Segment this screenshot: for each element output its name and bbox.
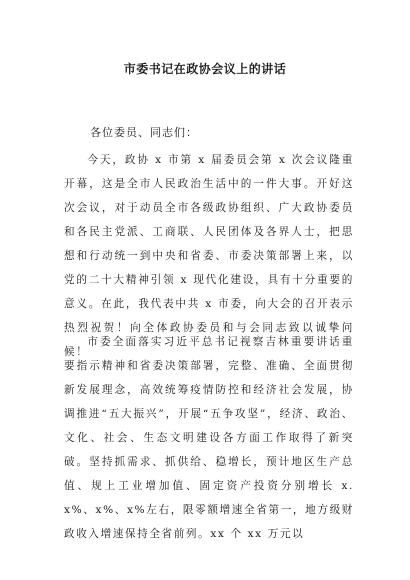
document-title: 市委书记在政协会议上的讲话 (123, 62, 287, 76)
salutation: 各位委员、同志们： (90, 126, 198, 139)
paragraph-1: 今天，政协 x 市第 x 届委员会第 x 次会议隆重开幕，这是全市人民政治生活中的一件大事。开好这次会议，对于动员全市各级政协组织、广大政协委员和各民主党派、工商联、人民团体及各界人士，把思想和行动统一到中央和省委、市委决策部署上来，以党的二十大精神引领 x 现代化建设，具有十分重要的意义。在此，我代表中共 x 市委，向大会的召开表示热烈祝贺！向全体政协委员和与会同志致以诚挚问候！ (64, 154, 354, 358)
paragraph-2: 市委全面落实习近平总书记视察吉林重要讲话重要指示精神和省委决策部署，完整、准确、全面贯彻新发展理念，高效统筹疫情防控和经济社会发展，协调推进“五大振兴”，开展“五争攻坚”，经济、政治、文化、社会、生态文明建设各方面工作取得了新突破。坚持抓需求、抓供给、稳增长，预计地区生产总值、规上工业增加值、固定资产投资分别增长 x. x%、x%、x%左右，限零额增速全省第一，地方级财政收入增速保持全省前列。xx 个 xx 万元以 (64, 336, 354, 540)
